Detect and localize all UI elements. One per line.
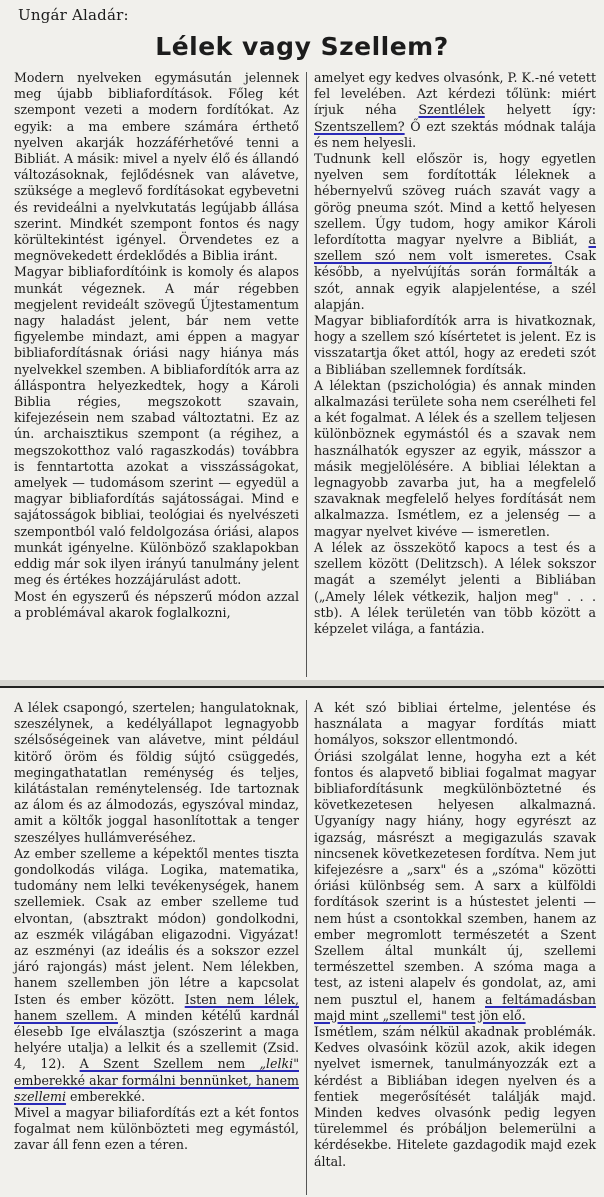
paragraph: Most én egyszerű és népszerű módon azzal a problémával akarok foglalkozni,	[14, 588, 299, 620]
highlight-szent-szellem: A Szent Szellem nem „lelki" emberekké akar formálni bennünket, hanem szellemi	[14, 1056, 299, 1104]
paragraph: Az ember szelleme a képektől mentes tiszta gondolkodás világa. Logika, matematika, tudomány nem lelki tevékenységek, hanem szellemiek. Csak az ember szelleme tud elvontan, (absztrakt módon) gondolkodni, az eszmék világában eligazodni. Vigyázat! az eszményi (az ideális és a sokszor ezzel járó rajongás) mást jelent. Nem lélekben, hanem szellemben jön létre a kapcsolat Isten és ember között. Isten nem lélek, hanem szellem. A minden kétélű kardnál élesebb Ige elválasztja (szószerint a maga helyére utalja) a lelkit és a szellemit (Zsid. 4, 12). A Szent Szellem nem „lelki" emberekké akar formálni bennünket, hanem szellemi emberekké.	[14, 845, 300, 1104]
highlight-szellem-szo: a szellem szó nem volt ismeretes.	[314, 232, 596, 264]
article-title: Lélek vagy Szellem?	[155, 32, 449, 61]
paragraph: Mivel a magyar biliafordítás ezt a két fontos fogalmat nem különbözteti meg egymástól, zavar áll fenn ezen a téren.	[14, 1105, 299, 1153]
highlight-szentszellem: Szentszellem?	[314, 118, 405, 134]
bottom-clipping	[0, 686, 604, 1197]
column-divider	[306, 700, 307, 1195]
author-name: Ungár Aladár:	[18, 6, 129, 24]
paragraph: A lélek az összekötő kapocs a test és a szellem között (Delitzsch). A lélek sokszor magát a személyt jelenti a Bibliában („Amely lélek vétkezik, haljon meg" . . . stb). A lélek területén van több között a képzelet világa, a fantázia.	[314, 539, 596, 636]
highlight-szentlelek: Szentlélek	[418, 102, 485, 118]
paragraph: Tudnunk kell először is, hogy egyetlen nyelven sem fordították léleknek a hébernyelvű szöveg ruách szavát vagy a görög pneuma szót. Mind a kettő helyesen szellem. Úgy tudom, hogy amikor Károli lefordította magyar nyelvre a Bibliát, a szellem szó nem volt ismeretes. Csak később, a nyelvújítás során formálták a szót, annak egyik alapjelentése, a szél alapján.	[314, 151, 597, 312]
paragraph: amelyet egy kedves olvasónk, P. K.-né vetett fel levelében. Azt kérdezi tőlünk: miért írjuk néha Szentlélek helyett így: Szentszellem? Ő ezt szektás módnak talája és nem helyesli.	[314, 70, 596, 150]
bottom-left-column	[14, 700, 299, 1154]
top-right-column	[314, 70, 596, 637]
paragraph: Ismétlem, szám nélkül akadnak problémák. Kedves olvasóink közül azok, akik idegen nyelvet ismernek, tanulmányozzák ezt a kérdést a Bibliában idegen nyelven és a fentiek megerősítését találják majd. Minden kedves olvasónk pedig legyen türelemmel és próbáljon belemerülni a kérdésekbe. Hitelete gazdagodik majd ezek által.	[314, 1024, 596, 1169]
paragraph: Magyar bibliafordítók arra is hivatkoznak, hogy a szellem szó kísértetet is jelent. Ez is visszatartja őket attól, hogy az eredeti szót a Bibliában szellemnek fordítsák.	[314, 313, 596, 377]
paragraph: A lélek csapongó, szertelen; hangulatoknak, szeszélynek, a kedélyállapot legnagyobb szélsőségeinek van alávetve, mint például kitörő öröm és földig sújtó csüggedés, megingathatatlan reménység és teljes, kilátástalan reménytelenség. Ide tartoznak az álom és az álmodozás, egyszóval mindaz, amit a költők joggal hasonlítottak a tenger szeszélyes hullámveréséhez.	[14, 700, 299, 845]
paragraph: A lélektan (pszichológia) és annak minden alkalmazási területe soha nem cserélheti fel a két fogalmat. A lélek és a szellem teljesen különböznek egymástól és a szavak nem használhatók egyszer az egyik, másszor a másik megjelölésére. A bibliai lélektan a legnagyobb zavarba jut, ha a megfelelő szavaknak megfelelő helyes fordítását nem alkalmazza. Ismétlem, ez a jelenség — a magyar nyelvet kivéve — ismeretlen.	[314, 377, 596, 539]
paragraph: Óriási szolgálat lenne, hogyha ezt a két fontos és alapvető bibliai fogalmat magyar bibliafordításunk megkülönböztetné és következetesen helyesen alkalmazná. Ugyanígy nagy hiány, hogy egyrészt az igazság, másrészt a megigazulás szavak nincsenek következetesen fordítva. Nem jut kifejezésre a „sarx" és a „szóma" közötti óriási különbség sem. A sarx a külföldi fordítások szerint is a hústestet jelenti — nem húst a csontokkal szemben, hanem az ember megromlott természetét a Szent Szellem által munkált új, szellemi természettel szemben. A szóma maga a test, az isteni alapelv és gondolat, az, ami nem pusztul el, hanem a feltámadásban majd mint „szellemi" test jön elő.	[314, 748, 596, 1023]
highlight-feltamadas: a feltámadásban majd mint „szellemi" test jön elő.	[314, 991, 596, 1023]
column-divider	[306, 72, 307, 677]
highlight-isten-nem-lelek: Isten nem lélek, hanem szellem.	[14, 991, 300, 1023]
paragraph: Modern nyelveken egymásután jelennek meg újabb bibliafordítások. Főleg két szempont vezeti a modern fordítókat. Az egyik: a ma embere számára érthető nyelven akarják hozzáférhetővé tenni a Bibliát. A másik: mivel a nyelv élő és állandó változásoknak, fejlődésnek van alávetve, szüksége a meglevő fordításokat egybevetni és revideálni a nyelvkutatás legújabb állása szerint. Mindkét szempont fontos és nagy körültekintést igényel. Örvendetes ez a megnövekedett érdeklődés a Biblia iránt.	[14, 70, 299, 264]
top-left-column	[14, 70, 299, 621]
paragraph: A két szó bibliai értelme, jelentése és használata a magyar fordítás miatt homályos, sokszor ellentmondó.	[314, 700, 596, 748]
paragraph: Magyar bibliafordítóink is komoly és alapos munkát végeznek. A már régebben megjelent revideált szövegű Újtestamentum nagy haladást jelent, bár nem vette figyelembe mindazt, ami éppen a magyar bibliafordításnak óriási nagy hiánya más nyelvekkel szemben. A bibliafordítók arra az álláspontra helyezkedtek, hogy a Károli Biblia régies, megszokott szavain, kifejezésein nem szabad változtatni. Ez az ún. archaisztikus szempont (a régihez, a megszokotthoz való ragaszkodás) továbbra is fenntartotta azokat a visszásságokat, amelyek — tudomásom szerint — egyedül a magyar bibliafordítás sajátosságai. Mind e sajátosságok bibliai, teológiai és nyelvészeti szempontból való feldolgozása óriási, alapos munkát igényelne. Különböző szaklapokban eddig már sok ilyen irányú tanulmány jelent meg és értékes hozzájárulást adott.	[14, 264, 299, 588]
bottom-right-column	[314, 700, 596, 1170]
